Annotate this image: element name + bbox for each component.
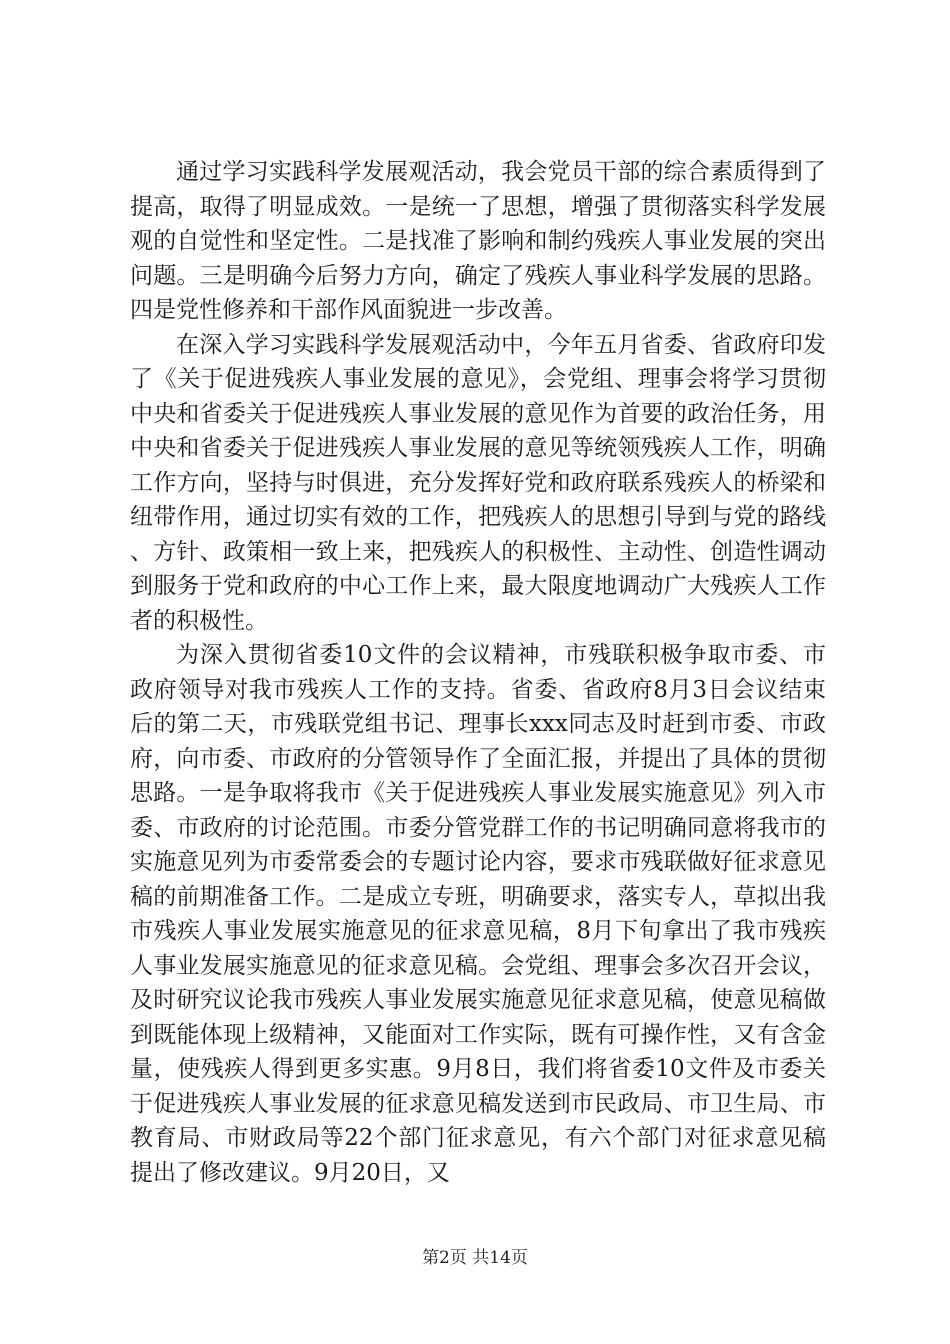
page-footer: 第2页 共14页	[422, 1248, 528, 1268]
document-body	[130, 155, 826, 1190]
paragraph-1: 通过学习实践科学发展观活动，我会党员干部的综合素质得到了提高，取得了明显成效。一是统一了思想，增强了贯彻落实科学发展观的自觉性和坚定性。二是找准了影响和制约残疾人事业发展的突出问题。三是明确今后努力方向，确定了残疾人事业科学发展的思路。四是党性修养和干部作风面貌进一步改善。	[130, 159, 826, 323]
paragraph-3: 为深入贯彻省委10文件的会议精神，市残联积极争取市委、市政府领导对我市残疾人工作的支持。省委、省政府8月3日会议结束后的第二天，市残联党组书记、理事长xxx同志及时赶到市委、市政府，向市委、市政府的分管领导作了全面汇报，并提出了具体的贯彻思路。一是争取将我市《关于促进残疾人事业发展实施意见》列入市委、市政府的讨论范围。市委分管党群工作的书记明确同意将我市的实施意见列为市委常委会的专题讨论内容，要求市残联做好征求意见稿的前期准备工作。二是成立专班，明确要求，落实专人，草拟出我市残疾人事业发展实施意见的征求意见稿，8月下旬拿出了我市残疾人事业发展实施意见的征求意见稿。会党组、理事会多次召开会议，及时研究议论我市残疾人事业发展实施意见征求意见稿，使意见稿做到既能体现上级精神，又能面对工作实际，既有可操作性，又有含金量，使残疾人得到更多实惠。9月8日，我们将省委10文件及市委关于促进残疾人事业发展的征求意见稿发送到市民政局、市卫生局、市教育局、市财政局等22个部门征求意见，有六个部门对征求意见稿提出了修改建议。9月20日，又	[130, 642, 826, 1186]
paragraph-2: 在深入学习实践科学发展观活动中，今年五月省委、省政府印发了《关于促进残疾人事业发展的意见》，会党组、理事会将学习贯彻中央和省委关于促进残疾人事业发展的意见作为首要的政治任务，用中央和省委关于促进残疾人事业发展的意见等统领残疾人工作，明确工作方向，坚持与时俱进，充分发挥好党和政府联系残疾人的桥梁和纽带作用，通过切实有效的工作，把残疾人的思想引导到与党的路线、方针、政策相一致上来，把残疾人的积极性、主动性、创造性调动到服务于党和政府的中心工作上来，最大限度地调动广大残疾人工作者的积极性。	[130, 331, 826, 634]
